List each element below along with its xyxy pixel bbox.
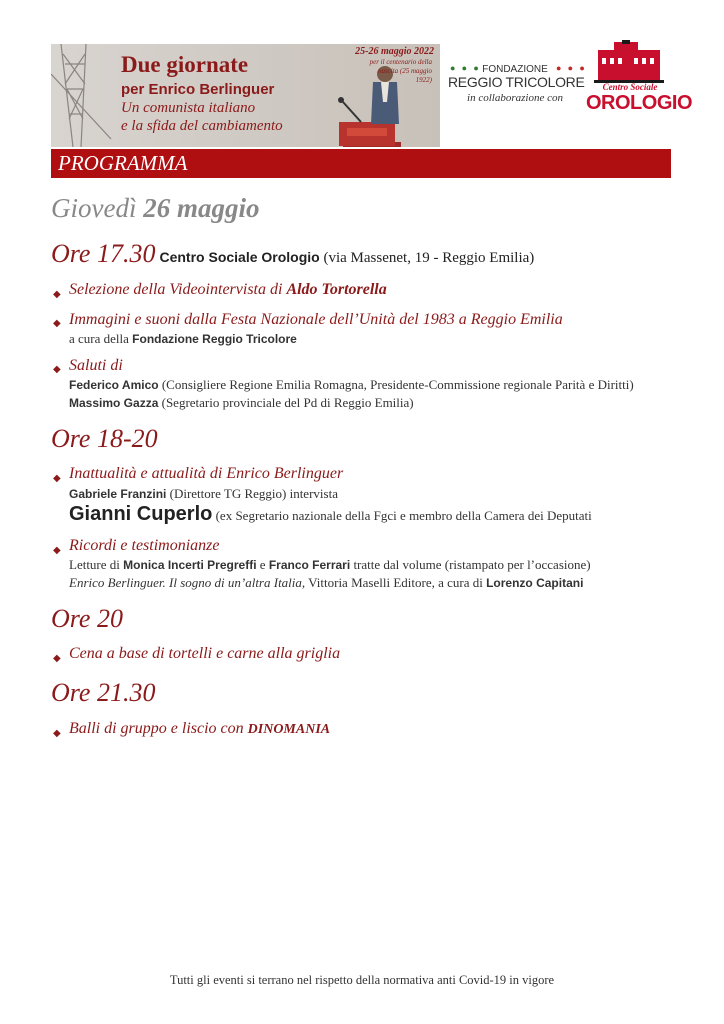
section-1-time: Ore 17.30 bbox=[51, 239, 156, 268]
section-1-heading bbox=[51, 239, 534, 269]
section-2-item-2: Ricordi e testimonianze bbox=[69, 537, 220, 554]
item-name: Aldo Tortorella bbox=[286, 281, 387, 298]
item-text: Balli di gruppo e liscio con bbox=[69, 720, 244, 737]
bullet-icon: ◆ bbox=[53, 318, 61, 329]
person-name: Federico Amico bbox=[69, 378, 159, 392]
bullet-icon: ◆ bbox=[53, 653, 61, 664]
programma-label: PROGRAMMA bbox=[58, 151, 188, 175]
header-banner bbox=[51, 44, 440, 147]
person-role: (Direttore TG Reggio) intervista bbox=[169, 486, 338, 501]
reader-1-name: Monica Incerti Pregreffi bbox=[123, 558, 257, 572]
section-1-place: Centro Sociale Orologio bbox=[159, 249, 320, 265]
item-text: Selezione della Videointervista di bbox=[69, 281, 283, 298]
section-2-readings bbox=[69, 557, 591, 573]
section-1-item-1 bbox=[69, 281, 387, 299]
footer-note: Tutti gli eventi si terrano nel rispetto della normativa anti Covid-19 in vigore bbox=[169, 973, 555, 987]
book-publisher: Vittoria Maselli Editore, a cura di bbox=[308, 575, 483, 590]
fondazione-name: REGGIO TRICOLORE bbox=[448, 74, 585, 90]
antenna-tower-image bbox=[51, 44, 131, 147]
band-name: DINOMANIA bbox=[247, 722, 331, 737]
section-2-guest bbox=[69, 503, 592, 526]
section-2-item-1: Inattualità e attualità di Enrico Berlinguer bbox=[69, 465, 344, 482]
day-heading bbox=[51, 193, 260, 224]
section-3-item-1: Cena a base di tortelli e carne alla griglia bbox=[69, 645, 341, 662]
tricolor-dots-red: ● ● ● bbox=[556, 63, 587, 73]
section-4-item-1 bbox=[69, 720, 330, 738]
bullet-icon: ◆ bbox=[53, 728, 61, 739]
section-1-person-1 bbox=[69, 377, 634, 393]
banner-tagline-1: Un comunista italiano bbox=[121, 100, 256, 116]
book-editor: Lorenzo Capitani bbox=[486, 576, 584, 590]
section-1-person-2 bbox=[69, 395, 414, 411]
section-1-address: (via Massenet, 19 - Reggio Emilia) bbox=[323, 250, 535, 266]
centro-sociale-label: Centro Sociale bbox=[602, 82, 658, 92]
tricolor-dots-green: ● ● ● bbox=[450, 63, 481, 73]
section-2-moderator bbox=[69, 486, 338, 502]
day-date: 26 maggio bbox=[143, 193, 260, 223]
person-role: (Consigliere Regione Emilia Romagna, Presidente-Commissione regionale Parità e Diritti) bbox=[161, 377, 634, 392]
collaboration-text: in collaborazione con bbox=[467, 92, 563, 104]
section-2-time: Ore 18-20 bbox=[51, 424, 158, 453]
bullet-icon: ◆ bbox=[53, 289, 61, 300]
person-name: Gabriele Franzini bbox=[69, 487, 167, 501]
guest-role: (ex Segretario nazionale della Fgci e membro della Camera dei Deputati bbox=[215, 508, 592, 523]
readings-intro: Letture di bbox=[69, 557, 120, 572]
banner-subtitle: per Enrico Berlinguer bbox=[121, 81, 275, 98]
readings-and: e bbox=[259, 557, 266, 572]
person-role: (Segretario provinciale del Pd di Reggio Emilia) bbox=[161, 395, 414, 410]
banner-dates: 25-26 maggio 2022 bbox=[355, 46, 434, 57]
bullet-icon: ◆ bbox=[53, 545, 61, 556]
section-2-book bbox=[69, 575, 583, 591]
item-sub-name: Fondazione Reggio Tricolore bbox=[132, 332, 297, 346]
book-title: Enrico Berlinguer. Il sogno di un’altra Italia, bbox=[69, 575, 306, 590]
section-4-time: Ore 21.30 bbox=[51, 678, 156, 707]
banner-note: per il centenario della nascita (25 maggio 1922) bbox=[369, 58, 432, 84]
fondazione-label: FONDAZIONE bbox=[482, 64, 548, 75]
section-1-location bbox=[159, 250, 534, 266]
section-1-item-3: Saluti di bbox=[69, 357, 123, 374]
bullet-icon: ◆ bbox=[53, 364, 61, 375]
item-sub-text: a cura della bbox=[69, 331, 129, 346]
person-name: Massimo Gazza bbox=[69, 396, 159, 410]
readings-source: tratte dal volume (ristampato per l’occasione) bbox=[353, 557, 591, 572]
orologio-name: OROLOGIO bbox=[586, 92, 692, 114]
banner-title: Due giornate bbox=[121, 52, 249, 77]
reader-2-name: Franco Ferrari bbox=[268, 558, 351, 572]
guest-name: Gianni Cuperlo bbox=[69, 503, 213, 525]
banner-tagline-2: e la sfida del cambiamento bbox=[121, 118, 283, 134]
day-weekday: Giovedì bbox=[51, 193, 137, 223]
section-1-item-2: Immagini e suoni dalla Festa Nazionale dell’Unità del 1983 a Reggio Emilia bbox=[69, 311, 563, 328]
section-3-time: Ore 20 bbox=[51, 604, 123, 633]
section-1-item-2-sub bbox=[69, 331, 297, 347]
bullet-icon: ◆ bbox=[53, 473, 61, 484]
